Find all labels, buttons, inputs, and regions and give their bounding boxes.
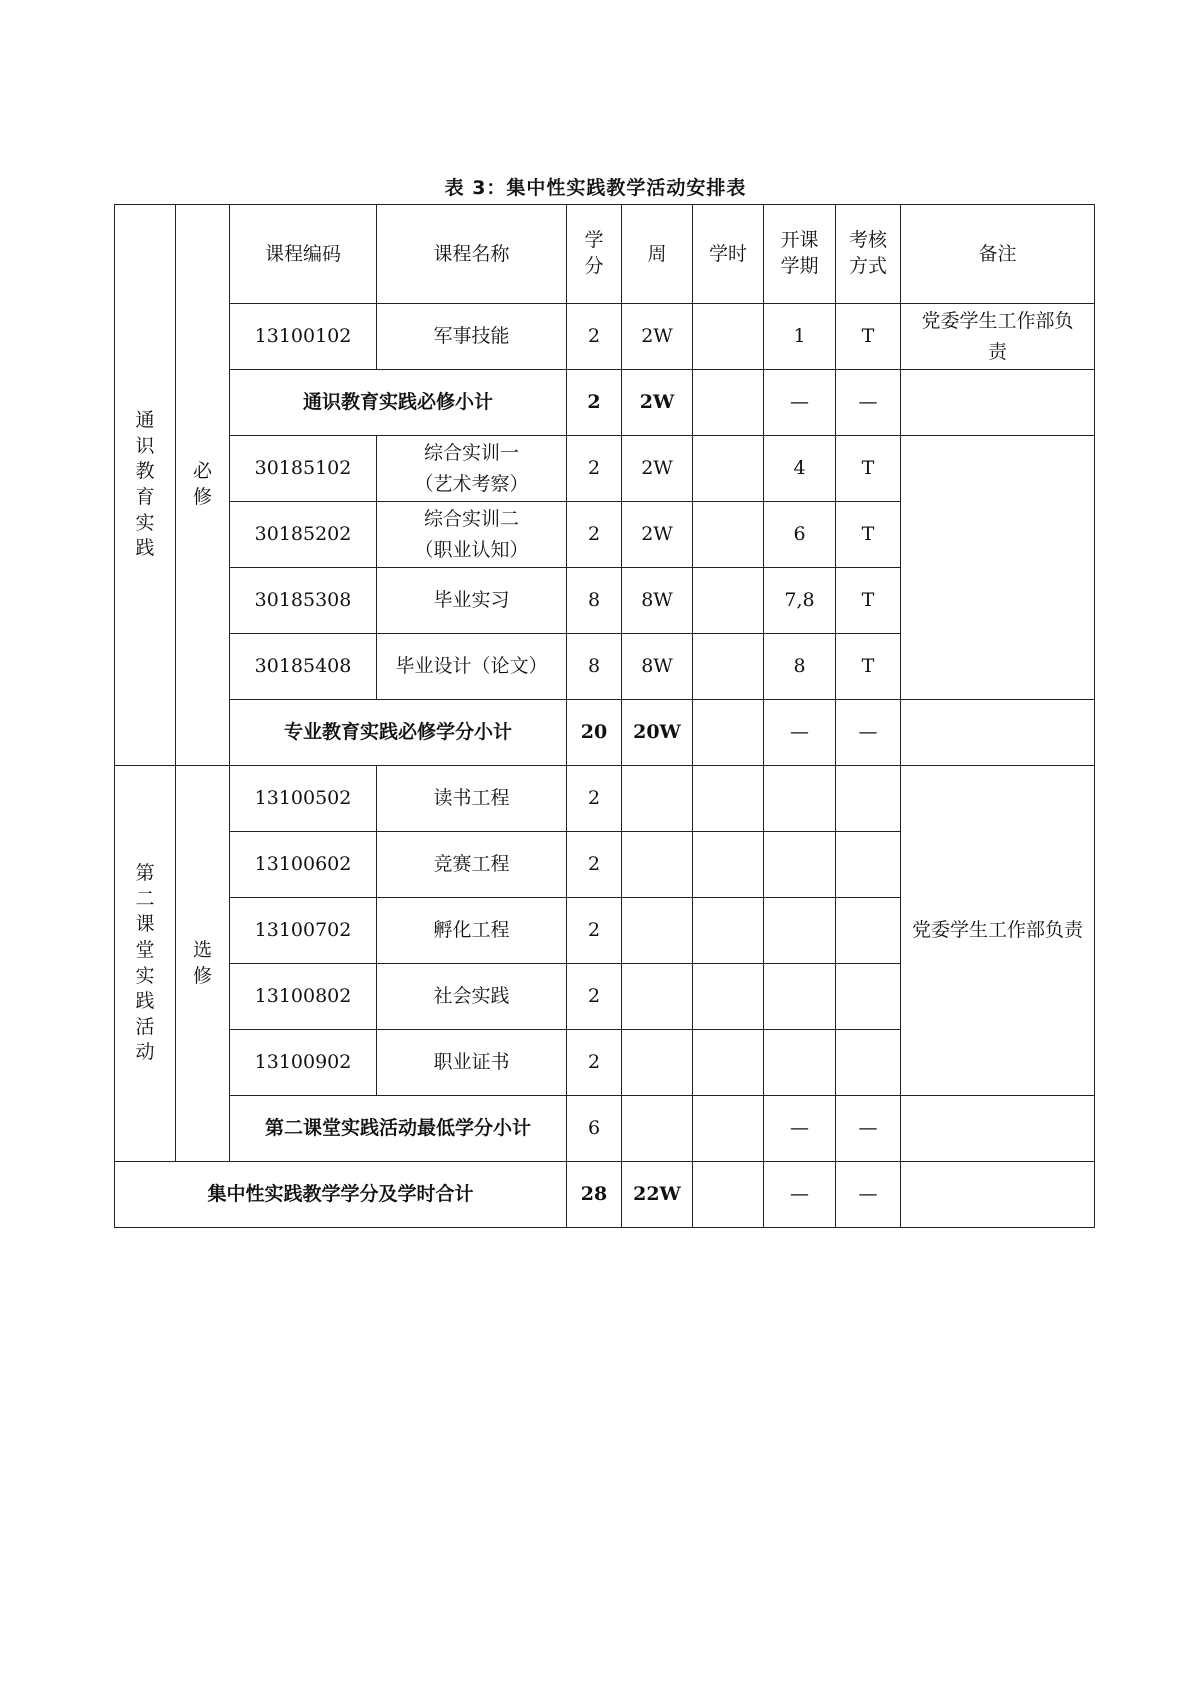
course-semester: 7,8 — [764, 568, 836, 634]
subtotal-week — [622, 1096, 693, 1162]
course-week: 8W — [622, 634, 693, 700]
group-general-cell — [115, 205, 176, 766]
subtotal-credit: 2 — [567, 370, 622, 436]
course-week: 2W — [622, 436, 693, 502]
header-note: 备注 — [901, 205, 1095, 304]
course-credit: 2 — [567, 766, 622, 832]
subtotal-row — [115, 370, 1095, 436]
group-required-cell — [176, 205, 230, 766]
total-note — [901, 1162, 1095, 1228]
course-credit: 8 — [567, 568, 622, 634]
course-code: 13100702 — [230, 898, 377, 964]
course-exam: T — [836, 502, 901, 568]
subtotal-label: 专业教育实践必修学分小计 — [230, 700, 567, 766]
total-row — [115, 1162, 1095, 1228]
course-exam: T — [836, 436, 901, 502]
course-hours — [693, 502, 764, 568]
subtotal-row — [115, 700, 1095, 766]
course-name: 综合实训一（艺术考察） — [377, 436, 567, 502]
subtotal-week: 2W — [622, 370, 693, 436]
course-week — [622, 1030, 693, 1096]
course-name: 孵化工程 — [377, 898, 567, 964]
course-hours — [693, 1030, 764, 1096]
course-hours — [693, 766, 764, 832]
total-credit: 28 — [567, 1162, 622, 1228]
course-week: 2W — [622, 304, 693, 370]
practice-schedule-table — [114, 204, 1095, 1228]
subtotal-label: 通识教育实践必修小计 — [230, 370, 567, 436]
course-credit: 2 — [567, 436, 622, 502]
total-hours — [693, 1162, 764, 1228]
subtotal-label: 第二课堂实践活动最低学分小计 — [230, 1096, 567, 1162]
course-code: 30185308 — [230, 568, 377, 634]
course-credit: 2 — [567, 304, 622, 370]
course-credit: 2 — [567, 964, 622, 1030]
course-exam — [836, 766, 901, 832]
header-credit: 学 分 — [567, 205, 622, 304]
table-row — [115, 304, 1095, 370]
subtotal-exam: — — [836, 700, 901, 766]
course-semester — [764, 766, 836, 832]
course-code: 13100502 — [230, 766, 377, 832]
subtotal-hours — [693, 700, 764, 766]
subtotal-note — [901, 370, 1095, 436]
group-required-label: 必 修 — [192, 460, 212, 508]
header-code: 课程编码 — [230, 205, 377, 304]
subtotal-credit: 20 — [567, 700, 622, 766]
course-name: 毕业设计（论文） — [377, 634, 567, 700]
course-semester — [764, 1030, 836, 1096]
course-week — [622, 964, 693, 1030]
group-second-cell — [115, 766, 176, 1162]
course-name: 军事技能 — [377, 304, 567, 370]
course-exam — [836, 1030, 901, 1096]
subtotal-exam: — — [836, 1096, 901, 1162]
course-semester: 8 — [764, 634, 836, 700]
course-week: 2W — [622, 502, 693, 568]
subtotal-exam: — — [836, 370, 901, 436]
course-credit: 2 — [567, 502, 622, 568]
course-code: 30185202 — [230, 502, 377, 568]
course-name: 毕业实习 — [377, 568, 567, 634]
subtotal-semester: — — [764, 700, 836, 766]
header-week: 周 — [622, 205, 693, 304]
course-name: 社会实践 — [377, 964, 567, 1030]
course-exam — [836, 898, 901, 964]
course-hours — [693, 568, 764, 634]
course-hours — [693, 436, 764, 502]
course-note: 党委学生工作部负责 — [901, 304, 1095, 370]
course-week — [622, 832, 693, 898]
course-week — [622, 898, 693, 964]
table-row — [115, 436, 1095, 502]
course-credit: 2 — [567, 832, 622, 898]
group-elective-label: 选 修 — [192, 938, 212, 987]
course-semester: 4 — [764, 436, 836, 502]
subtotal-note — [901, 700, 1095, 766]
course-hours — [693, 832, 764, 898]
header-name: 课程名称 — [377, 205, 567, 304]
course-semester — [764, 898, 836, 964]
group-second-label: 第 二 课 堂 实 践 活 动 — [135, 861, 155, 1064]
course-week — [622, 766, 693, 832]
total-semester: — — [764, 1162, 836, 1228]
total-label: 集中性实践教学学分及学时合计 — [115, 1162, 567, 1228]
header-semester: 开课 学期 — [764, 205, 836, 304]
group-general-label: 通 识 教 育 实 践 — [135, 409, 155, 560]
course-semester: 6 — [764, 502, 836, 568]
course-semester — [764, 964, 836, 1030]
total-week: 22W — [622, 1162, 693, 1228]
course-code: 30185408 — [230, 634, 377, 700]
header-exam: 考核 方式 — [836, 205, 901, 304]
course-code: 13100602 — [230, 832, 377, 898]
table-row — [115, 766, 1095, 832]
subtotal-note — [901, 1096, 1095, 1162]
course-exam — [836, 832, 901, 898]
subtotal-week: 20W — [622, 700, 693, 766]
course-hours — [693, 634, 764, 700]
subtotal-semester: — — [764, 1096, 836, 1162]
course-note — [901, 436, 1095, 700]
course-credit: 8 — [567, 634, 622, 700]
subtotal-hours — [693, 1096, 764, 1162]
course-credit: 2 — [567, 1030, 622, 1096]
course-name: 综合实训二（职业认知） — [377, 502, 567, 568]
course-hours — [693, 304, 764, 370]
header-row — [115, 205, 1095, 304]
table-title: 表 3：集中性实践教学活动安排表 — [444, 177, 747, 199]
course-credit: 2 — [567, 898, 622, 964]
course-name: 职业证书 — [377, 1030, 567, 1096]
group-elective-cell — [176, 766, 230, 1162]
course-name: 读书工程 — [377, 766, 567, 832]
course-code: 13100102 — [230, 304, 377, 370]
course-code: 13100902 — [230, 1030, 377, 1096]
course-code: 30185102 — [230, 436, 377, 502]
subtotal-semester: — — [764, 370, 836, 436]
course-hours — [693, 898, 764, 964]
subtotal-hours — [693, 370, 764, 436]
course-code: 13100802 — [230, 964, 377, 1030]
course-semester — [764, 832, 836, 898]
subtotal-row — [115, 1096, 1095, 1162]
second-note: 党委学生工作部负责 — [901, 766, 1095, 1096]
total-exam: — — [836, 1162, 901, 1228]
course-name: 竞赛工程 — [377, 832, 567, 898]
course-exam — [836, 964, 901, 1030]
header-hours: 学时 — [693, 205, 764, 304]
course-hours — [693, 964, 764, 1030]
course-exam: T — [836, 634, 901, 700]
subtotal-credit: 6 — [567, 1096, 622, 1162]
course-exam: T — [836, 304, 901, 370]
course-semester: 1 — [764, 304, 836, 370]
course-week: 8W — [622, 568, 693, 634]
course-exam: T — [836, 568, 901, 634]
